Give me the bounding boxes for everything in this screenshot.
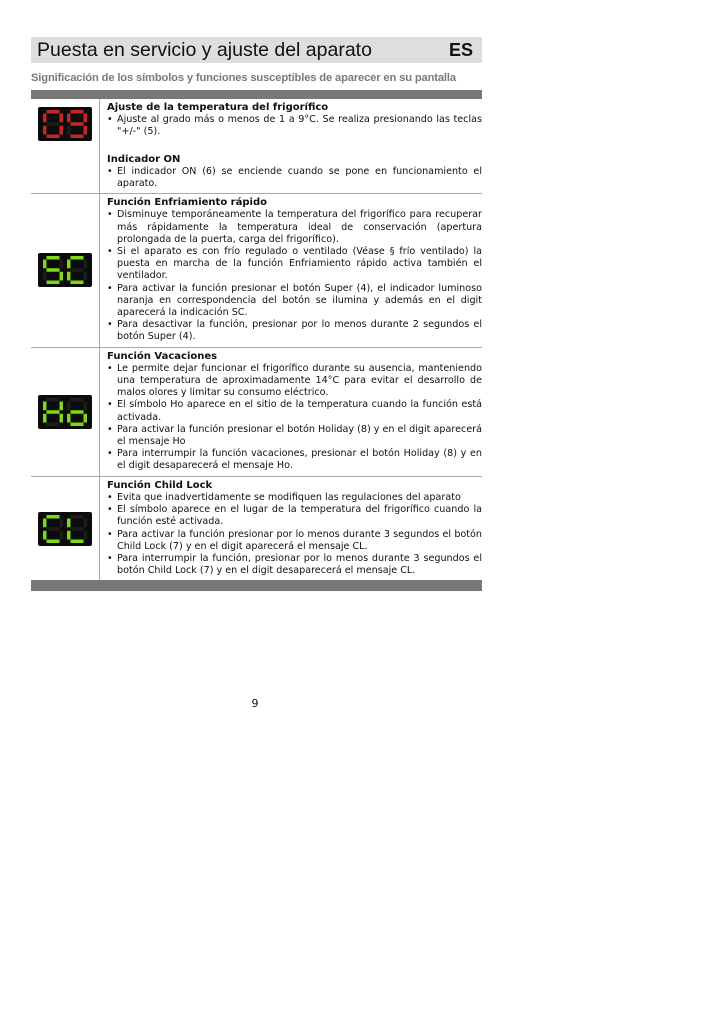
display-ho-icon [38, 395, 92, 429]
bullet-item: • Si el aparato es con frío regulado o ventilado (Véase § frío ventilado) la puesta en marcha de la función Enfriamiento rápido activa también el ventilador. [107, 246, 482, 283]
table-row-on-indicator [31, 151, 482, 195]
display-sc-icon [38, 253, 92, 287]
bullet-item: • Para activar la función presionar el botón Super (4), el indicador luminoso naranja en correspondencia del botón se ilumina y además en el digit aparecerá la indicación SC. [107, 283, 482, 320]
bullet-item: • Ajuste al grado más o menos de 1 a 9°C. Se realiza presionando las teclas "+/-" (5). [107, 114, 482, 138]
page-header [31, 37, 482, 63]
symbols-table [31, 90, 482, 591]
bullet-item: • Le permite dejar funcionar el frigorífico durante su ausencia, manteniendo una temperatura de aproximadamente 14°C para evitar el desarrollo de malos olores y limitar su consumo eléctrico. [107, 363, 482, 400]
icon-cell [31, 194, 99, 346]
bullet-item: • Evita que inadvertidamente se modifiquen las regulaciones del aparato [107, 492, 482, 504]
row-title: Indicador ON [107, 153, 181, 165]
table-row-child-lock [31, 477, 482, 581]
display-cl-icon [38, 512, 92, 546]
bullet-item: • El indicador ON (6) se enciende cuando se pone en funcionamiento el aparato. [107, 166, 482, 190]
table-top-bar [31, 90, 482, 99]
row-title: Función Child Lock [107, 479, 213, 491]
bullet-item: • Para activar la función presionar el botón Holiday (8) y en el digit aparecerá el mensaje Ho [107, 424, 482, 448]
bullet-item: • Para interrumpir la función, presionar por lo menos durante 3 segundos el botón Child Lock (7) y en el digit desaparecerá el mensaje CL. [107, 553, 482, 577]
section-subtitle: Significación de los símbolos y funciones susceptibles de aparecer en su pantalla [31, 72, 456, 84]
icon-cell [31, 477, 99, 581]
bullet-item: • El símbolo aparece en el lugar de la temperatura del frigorífico cuando la función esté activada. [107, 504, 482, 528]
table-row-temperature [31, 99, 482, 151]
icon-cell [31, 99, 99, 151]
page-title: Puesta en servicio y ajuste del aparato [37, 38, 372, 61]
language-code: ES [448, 39, 473, 60]
icon-cell [31, 151, 99, 194]
table-row-holiday [31, 348, 482, 477]
bullet-item: • El símbolo Ho aparece en el sitio de la temperatura cuando la función está activada. [107, 399, 482, 423]
bullet-item: • Para desactivar la función, presionar por lo menos durante 2 segundos el botón Super (4). [107, 319, 482, 343]
bullet-item: • Para interrumpir la función vacaciones, presionar el botón Holiday (8) y en el digit desaparecerá el mensaje Ho. [107, 448, 482, 472]
icon-cell [31, 348, 99, 476]
table-row-quick-cool [31, 194, 482, 347]
table-bottom-bar [31, 580, 482, 591]
row-title: Función Enfriamiento rápido [107, 197, 267, 209]
page-number: 9 [251, 697, 259, 710]
row-title: Función Vacaciones [107, 350, 218, 362]
display-09-icon [38, 107, 92, 141]
row-title: Ajuste de la temperatura del frigorífico [107, 102, 329, 113]
bullet-item: • Disminuye temporáneamente la temperatura del frigorífico para recuperar más rápidamente la temperatura ideal de conservación (apertura prolongada de la puerta, carga del frigorífico). [107, 209, 482, 246]
bullet-item: • Para activar la función presionar por lo menos durante 3 segundos el botón Child Lock (7) y en el digit aparecerá el mensaje CL. [107, 529, 482, 553]
